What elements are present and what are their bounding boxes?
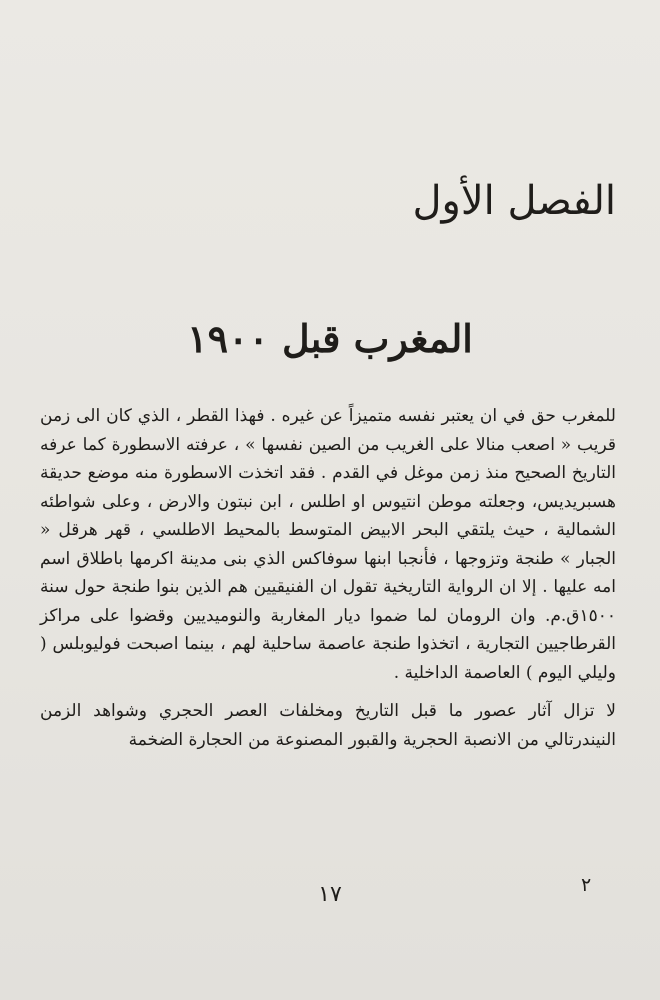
body-text xyxy=(40,402,616,754)
section-title: المغرب قبل ١٩٠٠ xyxy=(187,316,473,361)
show-through-text xyxy=(40,20,616,130)
paragraph-2: لا تزال آثار عصور ما قبل التاريخ ومخلفات العصر الحجري وشواهد الزمن النيندرتالي من الانصبة الحجرية والقبور المصنوعة من الحجارة الضخمة xyxy=(40,701,616,750)
paragraph-1: للمغرب حق في ان يعتبر نفسه متميزاً عن غيره . فهذا القطر ، الذي كان الى زمن قريب « اصعب منالا على الغريب من الصين نفسها » ، عرفته الاسطورة كما عرفه التاريخ الصحيح منذ زمن موغل في القدم . فقد اتخذت الاسطورة منه موضع حديقة هسبريديس، وجعلته موطن انتيوس او اطلس ، ابن نبتون والارض ، وعلى شواطئه الشمالية ، حيث يلتقي البحر الابيض المتوسط بالمحيط الاطلسي ، قهر هرقل « الجبار » طنجة وتزوجها ، فأنجبا ابنها سوفاكس الذي بنى مدينة اكرمها باطلاق اسم امه عليها . إلا ان الرواية التاريخية تقول ان الفنيقيين هم الذين بنوا طنجة حول سنة ١٥٠٠ق.م. وان الرومان لما ضموا ديار المغاربة والنوميديين وقضوا على مراكز القرطاجيين التجارية ، اتخذوا طنجة عاصمة ساحلية لهم ، بينما اصبحت فوليوبلس ( وليلي اليوم ) العاصمة الداخلية . xyxy=(40,406,616,683)
footnote-marker: ٢ xyxy=(581,874,592,896)
chapter-heading: الفصل الأول xyxy=(412,178,616,224)
page-number: ١٧ xyxy=(318,882,342,907)
